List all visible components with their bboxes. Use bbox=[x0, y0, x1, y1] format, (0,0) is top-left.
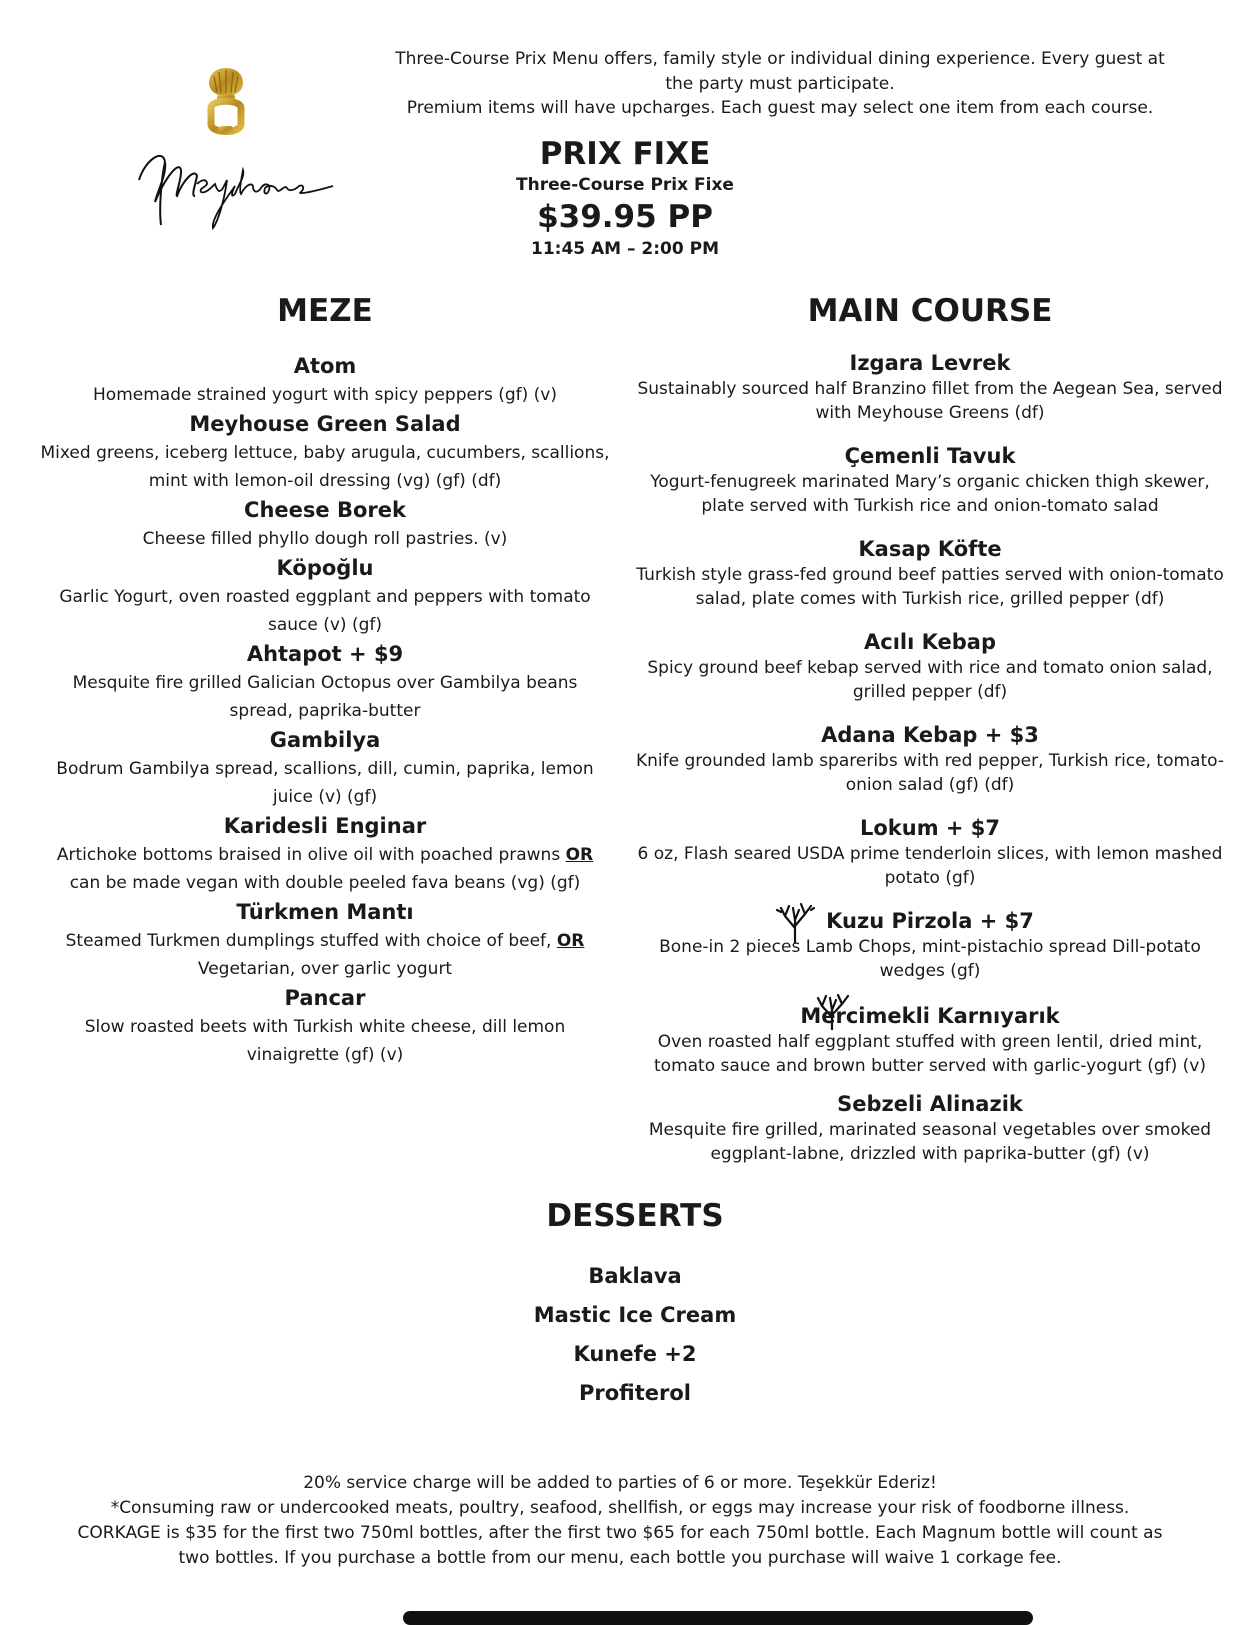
main-item-desc: Turkish style grass-fed ground beef patties served with onion-tomato salad, plate comes with Turkish rice, grilled pepper (df) bbox=[636, 565, 1224, 609]
main-item bbox=[635, 535, 1225, 611]
desc-text: Steamed Turkmen dumplings stuffed with choice of beef, bbox=[65, 931, 557, 951]
meze-item-name: Türkmen Mantı bbox=[236, 900, 414, 924]
meze-item-desc: Bodrum Gambilya spread, scallions, dill, cumin, paprika, lemon juice (v) (gf) bbox=[56, 759, 594, 807]
meze-item-name: Ahtapot + $9 bbox=[246, 642, 404, 666]
service-charge-note: 20% service charge will be added to parties of 6 or more. Teşekkür Ederiz! bbox=[303, 1473, 937, 1493]
intro-line-2: Premium items will have upcharges. Each guest may select one item from each course. bbox=[406, 98, 1154, 118]
main-item-name: Izgara Levrek bbox=[849, 351, 1011, 375]
main-item-desc: Bone-in 2 pieces Lamb Chops, mint-pistachio spread Dill-potato wedges (gf) bbox=[659, 937, 1201, 981]
dessert-item: Mastic Ice Cream bbox=[533, 1303, 737, 1327]
main-item bbox=[635, 349, 1225, 425]
prix-fixe-hours: 11:45 AM – 2:00 PM bbox=[530, 239, 720, 259]
food-safety-note: *Consuming raw or undercooked meats, poultry, seafood, shellfish, or eggs may increase your risk of foodborne illness. bbox=[110, 1498, 1130, 1518]
main-item-name: Kuzu Pirzola + $7 bbox=[826, 909, 1034, 933]
main-item bbox=[635, 907, 1225, 983]
prix-fixe-price: $39.95 PP bbox=[537, 199, 713, 235]
main-item bbox=[635, 1090, 1225, 1166]
meze-list bbox=[40, 351, 610, 1069]
main-item-name: Acılı Kebap bbox=[864, 630, 996, 654]
main-item-name: Çemenli Tavuk bbox=[844, 444, 1016, 468]
meze-item-name: Karidesli Enginar bbox=[223, 814, 427, 838]
main-item-desc: Mesquite fire grilled, marinated seasonal vegetables over smoked eggplant-labne, drizzled with paprika-butter (gf) (v) bbox=[648, 1120, 1212, 1164]
main-item-name: Lokum + $7 bbox=[859, 816, 1001, 840]
main-item bbox=[635, 1002, 1225, 1078]
meze-item-desc: Mesquite fire grilled Galician Octopus over Gambilya beans spread, paprika-butter bbox=[72, 673, 578, 721]
coral-tree-icon bbox=[775, 898, 815, 943]
main-item-desc: Yogurt-fenugreek marinated Mary’s organic chicken thigh skewer, plate served with Turkish rice and onion-tomato salad bbox=[650, 472, 1210, 516]
coral-tree-icon bbox=[812, 990, 852, 1030]
or-emphasis: OR bbox=[556, 931, 585, 951]
desserts-heading: DESSERTS bbox=[546, 1198, 724, 1234]
desserts-list bbox=[480, 1257, 790, 1413]
main-course-heading: MAIN COURSE bbox=[807, 293, 1053, 329]
meze-item-name: Köpoğlu bbox=[276, 556, 374, 580]
footer-notes bbox=[70, 1471, 1170, 1571]
meze-item-desc: Mixed greens, iceberg lettuce, baby arugula, cucumbers, scallions, mint with lemon-oil dressing (vg) (gf) (df) bbox=[40, 443, 610, 491]
home-indicator-bar bbox=[403, 1611, 1033, 1625]
main-item-name: Mercimekli Karnıyarık bbox=[800, 1004, 1060, 1028]
meze-item-desc bbox=[40, 841, 610, 897]
main-item bbox=[635, 442, 1225, 518]
intro-text bbox=[380, 47, 1180, 121]
meyhouse-logo-script bbox=[135, 140, 335, 235]
dessert-item: Profiterol bbox=[578, 1381, 691, 1405]
intro-line-1: Three-Course Prix Menu offers, family style or individual dining experience. Every guest at the party must participate. bbox=[395, 49, 1165, 94]
main-item-name: Kasap Köfte bbox=[858, 537, 1002, 561]
main-item-desc: 6 oz, Flash seared USDA prime tenderloin slices, with lemon mashed potato (gf) bbox=[637, 844, 1223, 888]
meze-item-name: Cheese Borek bbox=[244, 498, 406, 522]
prix-fixe-subtitle: Three-Course Prix Fixe bbox=[516, 175, 734, 195]
prix-fixe-title: PRIX FIXE bbox=[539, 136, 711, 172]
main-item-name: Adana Kebap + $3 bbox=[821, 723, 1039, 747]
desc-text: can be made vegan with double peeled fava beans (vg) (gf) bbox=[69, 873, 581, 893]
meze-item-desc: Garlic Yogurt, oven roasted eggplant and peppers with tomato sauce (v) (gf) bbox=[59, 587, 591, 635]
meze-item-name: Atom bbox=[293, 354, 357, 378]
corkage-note: CORKAGE is $35 for the first two 750ml bottles, after the first two $65 for each 750ml bottle. Each Magnum bottle will count as two bottles. If you purchase a bottle from our menu, each bottle you purchase will waive 1 corkage fee. bbox=[77, 1523, 1163, 1568]
meze-item-desc: Slow roasted beets with Turkish white cheese, dill lemon vinaigrette (gf) (v) bbox=[84, 1017, 566, 1065]
prix-fixe-block bbox=[420, 135, 830, 261]
main-item bbox=[635, 628, 1225, 704]
meze-item-name: Gambilya bbox=[269, 728, 381, 752]
main-item-desc: Sustainably sourced half Branzino fillet from the Aegean Sea, served with Meyhouse Greens (df) bbox=[637, 379, 1223, 423]
main-item-desc: Oven roasted half eggplant stuffed with green lentil, dried mint, tomato sauce and brown butter served with garlic-yogurt (gf) (v) bbox=[654, 1032, 1206, 1076]
meze-heading: MEZE bbox=[277, 293, 373, 329]
meze-item-desc bbox=[40, 927, 610, 983]
main-item bbox=[635, 721, 1225, 797]
desc-text: Artichoke bottoms braised in olive oil with poached prawns bbox=[56, 845, 566, 865]
meze-item-name: Pancar bbox=[284, 986, 366, 1010]
dessert-item: Kunefe +2 bbox=[573, 1342, 697, 1366]
dessert-item: Baklava bbox=[588, 1264, 682, 1288]
main-item bbox=[635, 814, 1225, 890]
meze-item-desc: Cheese filled phyllo dough roll pastries. (v) bbox=[142, 529, 508, 549]
desc-text: Vegetarian, over garlic yogurt bbox=[197, 959, 453, 979]
meze-item-desc: Homemade strained yogurt with spicy peppers (gf) (v) bbox=[93, 385, 557, 405]
main-item-name: Sebzeli Alinazik bbox=[837, 1092, 1023, 1116]
main-item-desc: Knife grounded lamb spareribs with red pepper, Turkish rice, tomato-onion salad (gf) (df) bbox=[636, 751, 1224, 795]
meze-item-name: Meyhouse Green Salad bbox=[189, 412, 461, 436]
crest-icon bbox=[195, 66, 257, 138]
page-indicator bbox=[690, 0, 750, 4]
or-emphasis: OR bbox=[565, 845, 594, 865]
main-item-desc: Spicy ground beef kebap served with rice and tomato onion salad, grilled pepper (df) bbox=[647, 658, 1213, 702]
